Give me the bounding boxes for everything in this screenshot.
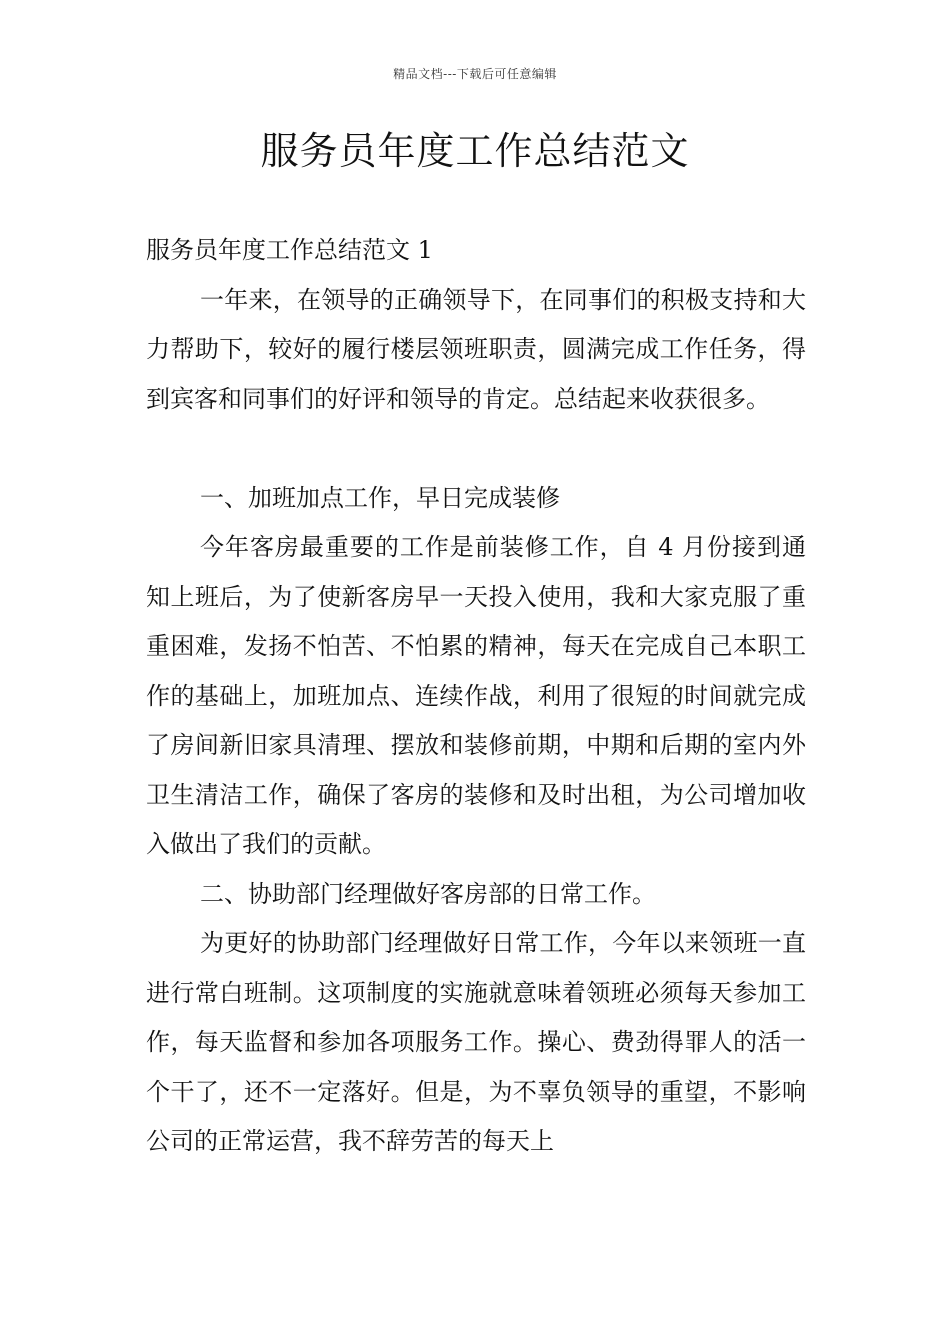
intro-paragraph: 一年来，在领导的正确领导下，在同事们的积极支持和大力帮助下，较好的履行楼层领班职责，圆满完成工作任务，得到宾客和同事们的好评和领导的肯定。总结起来收获很多。: [146, 285, 806, 413]
section-2-paragraph: 为更好的协助部门经理做好日常工作，今年以来领班一直进行常白班制。这项制度的实施就意味着领班必须每天参加工作，每天监督和参加各项服务工作。操心、费劲得罪人的活一个干了，还不一定落好。但是，为不辜负领导的重望，不影响公司的正常运营，我不辞劳苦的每天上: [146, 929, 806, 1155]
section-1-paragraph: 今年客房最重要的工作是前装修工作，自 4 月份接到通知上班后，为了使新客房早一天投入使用，我和大家克服了重重困难，发扬不怕苦、不怕累的精神，每天在完成自己本职工作的基础上，加班加点、连续作战，利用了很短的时间就完成了房间新旧家具清理、摆放和装修前期，中期和后期的室内外卫生清洁工作，确保了客房的装修和及时出租，为公司增加收入做出了我们的贡献。: [146, 533, 806, 858]
header-note: 精品文档---下载后可任意编辑: [393, 67, 557, 81]
section-1-heading: 一、加班加点工作，早日完成装修: [200, 483, 560, 512]
section-2-heading: 二、协助部门经理做好客房部的日常工作。: [200, 879, 656, 908]
section-subtitle: 服务员年度工作总结范文 1: [146, 236, 433, 264]
paragraph-spacer: [146, 424, 806, 474]
document-title: 服务员年度工作总结范文: [260, 129, 690, 173]
document-body: [146, 226, 806, 1167]
